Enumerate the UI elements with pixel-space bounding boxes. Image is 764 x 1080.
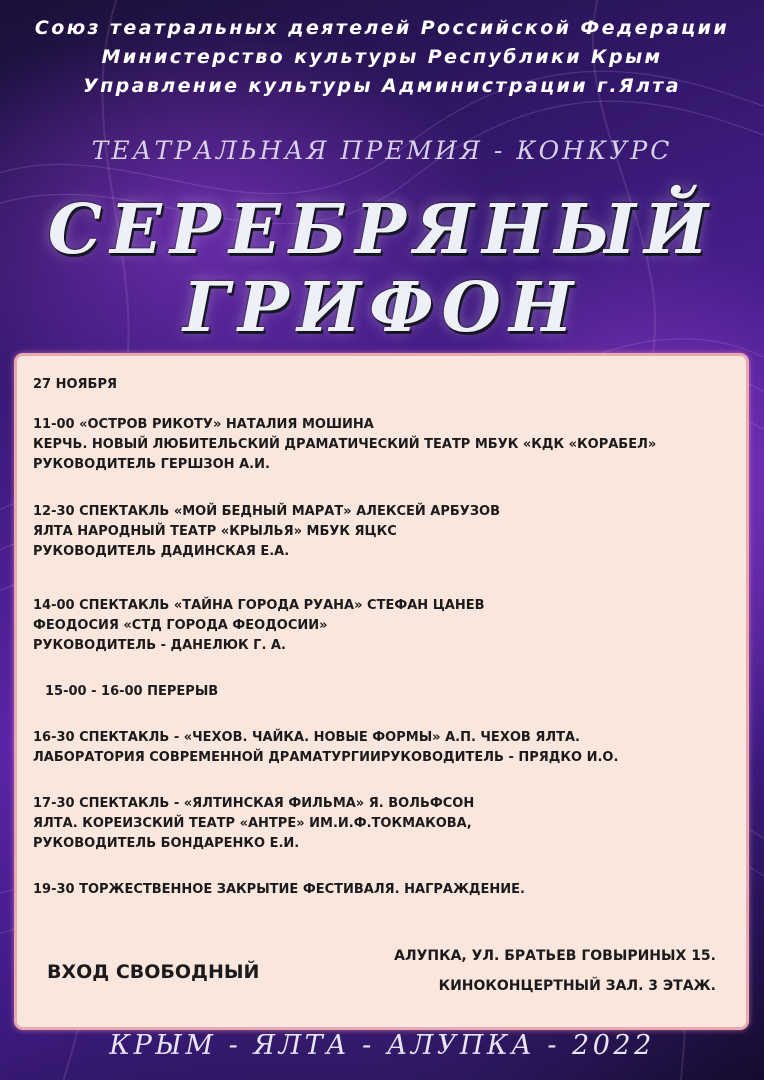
event-line: ФЕОДОСИЯ «СТД ГОРОДА ФЕОДОСИИ» — [33, 618, 328, 633]
event-line: РУКОВОДИТЕЛЬ ДАДИНСКАЯ Е.А. — [33, 544, 290, 559]
event-line: РУКОВОДИТЕЛЬ - ДАНЕЛЮК Г. А. — [33, 638, 286, 653]
program-event — [33, 880, 525, 900]
program-break — [45, 682, 218, 702]
event-line: ЯЛТА НАРОДНЫЙ ТЕАТР «КРЫЛЬЯ» МБУК ЯЦКС — [33, 524, 397, 539]
program-panel — [14, 353, 749, 1030]
event-line: 11-00 «ОСТРОВ РИКОТУ» НАТАЛИЯ МОШИНА — [33, 417, 374, 432]
program-event — [33, 502, 500, 562]
organizer-line: Союз театральных деятелей Российской Федерации — [34, 17, 730, 39]
program-event — [33, 728, 618, 768]
venue-address — [394, 941, 716, 1001]
event-title-line-1: СЕРЕБРЯНЫЙ — [47, 190, 717, 270]
event-line: РУКОВОДИТЕЛЬ ГЕРШЗОН А.И. — [33, 457, 270, 472]
program-date: 27 НОЯБРЯ — [33, 377, 118, 392]
organizers-header — [0, 14, 764, 101]
event-line: РУКОВОДИТЕЛЬ БОНДАРЕНКО Е.И. — [33, 836, 300, 851]
organizer-line: Управление культуры Администрации г.Ялта — [83, 75, 681, 97]
event-title-line-2: ГРИФОН — [182, 268, 582, 348]
event-subtitle: ТЕАТРАЛЬНАЯ ПРЕМИЯ - КОНКУРС — [91, 136, 673, 165]
address-line: КИНОКОНЦЕРТНЫЙ ЗАЛ. 3 ЭТАЖ. — [438, 978, 716, 994]
event-line: 16-30 СПЕКТАКЛЬ - «ЧЕХОВ. ЧАЙКА. НОВЫЕ ФОРМЫ» А.П. ЧЕХОВ ЯЛТА. — [33, 730, 580, 745]
event-line: КЕРЧЬ. НОВЫЙ ЛЮБИТЕЛЬСКИЙ ДРАМАТИЧЕСКИЙ ТЕАТР МБУК «КДК «КОРАБЕЛ» — [33, 437, 657, 452]
program-event — [33, 794, 474, 854]
program-event — [33, 415, 656, 475]
event-line: 19-30 ТОРЖЕСТВЕННОЕ ЗАКРЫТИЕ ФЕСТИВАЛЯ. НАГРАЖДЕНИЕ. — [33, 882, 525, 897]
event-line: 15-00 - 16-00 ПЕРЕРЫВ — [45, 684, 219, 699]
program-event — [33, 596, 484, 656]
event-line: ЛАБОРАТОРИЯ СОВРЕМЕННОЙ ДРАМАТУРГИИРУКОВОДИТЕЛЬ - ПРЯДКО И.О. — [33, 750, 619, 765]
footer-locations-year: КРЫМ - ЯЛТА - АЛУПКА - 2022 — [109, 1030, 655, 1061]
free-entry-label: ВХОД СВОБОДНЫЙ — [47, 961, 260, 983]
event-line: 17-30 СПЕКТАКЛЬ - «ЯЛТИНСКАЯ ФИЛЬМА» Я. ВОЛЬФСОН — [33, 796, 475, 811]
address-line: АЛУПКА, УЛ. БРАТЬЕВ ГОВЫРИНЫХ 15. — [394, 948, 716, 964]
event-line: ЯЛТА. КОРЕИЗСКИЙ ТЕАТР «АНТРЕ» ИМ.И.Ф.ТОКМАКОВА, — [33, 816, 472, 831]
event-line: 12-30 СПЕКТАКЛЬ «МОЙ БЕДНЫЙ МАРАТ» АЛЕКСЕЙ АРБУЗОВ — [33, 504, 501, 519]
organizer-line: Министерство культуры Республики Крым — [101, 46, 663, 68]
event-line: 14-00 СПЕКТАКЛЬ «ТАЙНА ГОРОДА РУАНА» СТЕФАН ЦАНЕВ — [33, 598, 485, 613]
